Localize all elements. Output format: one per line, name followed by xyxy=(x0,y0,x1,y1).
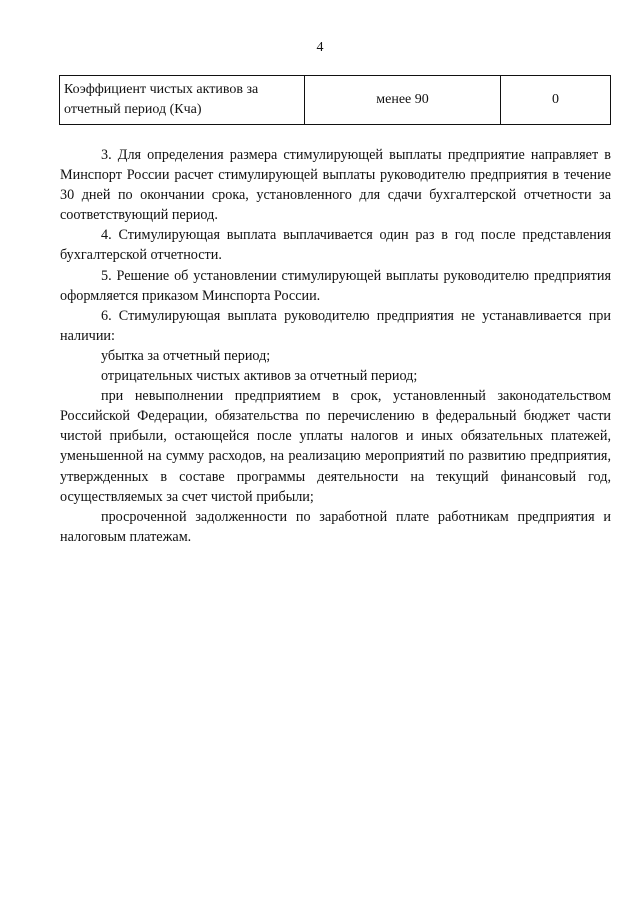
indicator-score-cell: 0 xyxy=(501,76,611,125)
list-item: убытка за отчетный период; xyxy=(101,347,271,364)
table-row xyxy=(60,76,611,125)
page-number: 4 xyxy=(316,40,324,55)
list-item: при невыполнении предприятием в срок, установленный законодательством Российской Федерации, обязательства по перечислению в федеральный бюджет части чистой прибыли, остающейся после уплаты налогов и иных обязательных платежей, уменьшенной на сумму расходов, на реализацию мероприятий по развитию предприятия, утвержденных в составе программы деятельности на текущий финансовый год, осуществляемых за счет чистой прибыли; xyxy=(60,388,611,505)
list-item: просроченной задолженности по заработной плате работникам предприятия и налоговым платежам. xyxy=(60,508,611,545)
indicator-condition-cell: менее 90 xyxy=(305,76,501,125)
paragraph-6: 6. Стимулирующая выплата руководителю предприятия не устанавливается при наличии: xyxy=(60,307,611,344)
paragraph-5: 5. Решение об установлении стимулирующей выплаты руководителю предприятия оформляется приказом Минспорта России. xyxy=(60,267,611,304)
indicator-table xyxy=(59,75,611,125)
indicator-name-cell: Коэффициент чистых активов за отчетный период (Кча) xyxy=(60,76,305,125)
paragraph-4: 4. Стимулирующая выплата выплачивается один раз в год после представления бухгалтерской отчетности. xyxy=(60,227,611,264)
document-body xyxy=(60,145,611,547)
list-item: отрицательных чистых активов за отчетный период; xyxy=(101,368,418,385)
paragraph-3: 3. Для определения размера стимулирующей выплаты предприятие направляет в Минспорт России расчет стимулирующей выплаты руководителю предприятия в течение 30 дней по окончании срока, установленного для сдачи бухгалтерской отчетности за соответствующий период. xyxy=(60,147,611,224)
